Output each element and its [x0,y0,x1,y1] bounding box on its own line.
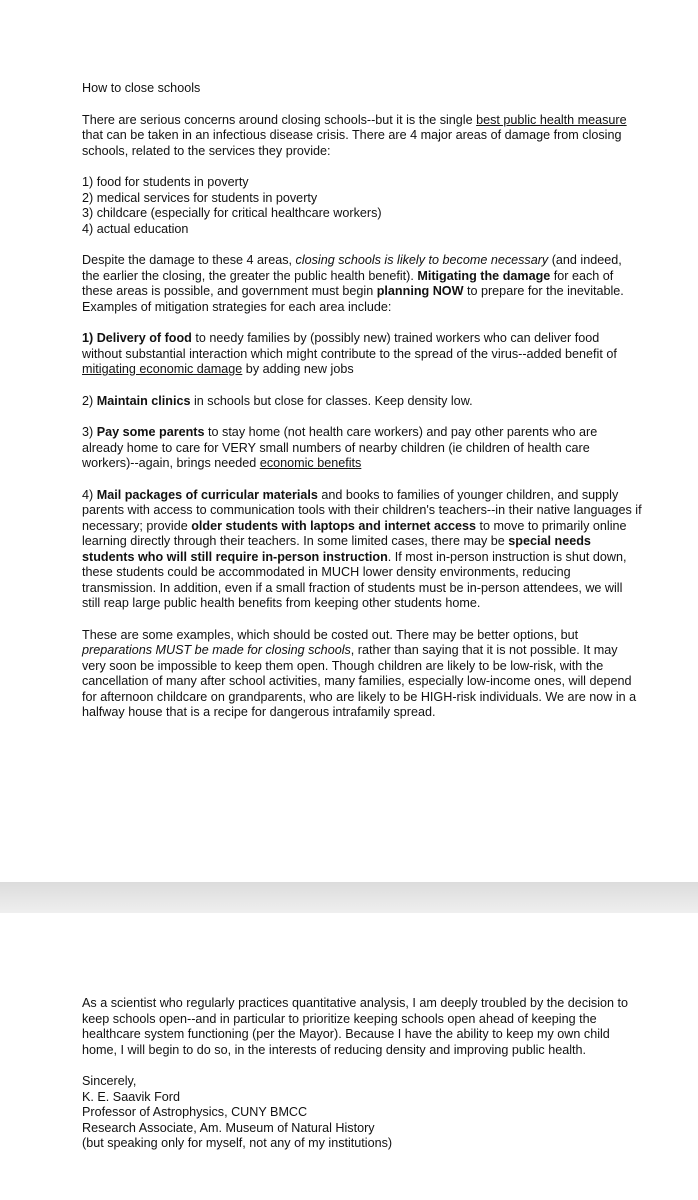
document-title: How to close schools [82,81,201,95]
text: Despite the damage to these 4 areas, [82,253,296,267]
emphasis-text: preparations MUST be made for closing schools [82,643,351,657]
bold-text: Delivery of food [96,331,192,345]
damage-areas-list [82,175,642,237]
emphasis-text: closing schools is likely to become necessary [295,253,549,267]
text: in schools but close for classes. Keep density low. [190,393,473,408]
economic-benefits-link: economic benefits [259,456,362,470]
list-item: 3) childcare (especially for critical healthcare workers) [82,206,382,220]
list-item: 4) actual education [82,221,189,236]
intro-paragraph [82,113,642,160]
bold-text: planning NOW [376,284,464,298]
text: to move to primarily online learning directly through their teachers. In some limited cases, there may be [82,518,627,548]
text: , rather than saying that it is not possible. It may very soon be impossible to keep them open. Though children are likely to be low-risk, with the cancellation of many after school activities, many families, especially low-income ones, will depend for afternoon childcare on grandparents, who are likely to be HIGH-risk individuals. We are now in a halfway house that is a recipe for dangerous intrafamily spread. [82,643,637,719]
strategy-item-food [82,331,642,378]
text: to prepare for the inevitable. Examples of mitigation strategies for each area include: [82,284,624,314]
text: and books to families of younger children, and supply parents with access to communication tools with their children's teachers--in their native languages if necessary; provide [82,487,642,533]
strategy-item-materials [82,488,642,612]
page-1-content [82,81,642,737]
text: by adding new jobs [242,362,354,376]
best-public-health-measure-link: best public health measure [476,112,627,127]
text: to needy families by (possibly new) trained workers who can deliver food without substantial interaction which might contribute to the spread of the virus--added benefit of [82,331,617,361]
signature-line: (but speaking only for myself, not any of my institutions) [82,1136,393,1150]
bold-text: Maintain clinics [96,393,191,408]
text: (and indeed, the earlier the closing, the greater the public health benefit). [82,253,622,283]
signature-block [82,1074,642,1152]
signature-line: Professor of Astrophysics, CUNY BMCC [82,1105,308,1119]
signature-line: K. E. Saavik Ford [82,1089,180,1104]
despite-paragraph [82,253,642,315]
intro-text: There are serious concerns around closing schools--but it is the single [82,112,477,127]
item-number: 1) [82,331,97,345]
page-divider [0,882,698,913]
signature-line: Sincerely, [82,1074,137,1088]
text: for each of these areas is possible, and government must begin [82,268,614,298]
bold-text: Pay some parents [96,425,205,439]
list-item: 2) medical services for students in poverty [82,190,318,205]
bold-text: Mitigating the damage [417,268,551,283]
text: . If most in-person instruction is shut down, these students could be accommodated in MUCH lower density environments, reducing transmission. In addition, even if a small fraction of students must be in-person attendees, we will still reap large public health benefits from keeping other students home. [82,549,627,610]
bold-text: Mail packages of curricular materials [96,487,318,502]
text: These are some examples, which should be costed out. There may be better options, but [82,627,579,642]
list-item: 1) food for students in poverty [82,175,249,189]
document-page-2 [0,913,698,1200]
page-2-content [82,996,642,1152]
item-number: 3) [82,425,97,439]
item-number: 4) [82,487,97,502]
strategy-item-clinics [82,394,642,410]
bold-text: special needs students who will still require in-person instruction [82,534,591,564]
intro-text-end: that can be taken in an infectious disease crisis. There are 4 major areas of damage from closing schools, related to the services they provide: [82,128,622,158]
text: to stay home (not health care workers) and pay other parents who are already home to care for VERY small numbers of nearby children (ie children of health care workers)--again, brings needed [82,425,598,470]
signature-line: Research Associate, Am. Museum of Natural History [82,1120,375,1135]
bold-text: older students with laptops and internet access [191,518,477,533]
closing-paragraph [82,628,642,721]
mitigating-economic-damage-link: mitigating economic damage [82,362,243,376]
item-number: 2) [82,393,97,408]
strategy-item-parents [82,425,642,472]
scientist-paragraph: As a scientist who regularly practices quantitative analysis, I am deeply troubled by the decision to keep schools open--and in particular to prioritize keeping schools open ahead of keeping the healthcare system functioning (per the Mayor). Because I have the ability to keep my own child home, I will begin to do so, in the interests of reducing density and improving public health. [82,996,629,1057]
